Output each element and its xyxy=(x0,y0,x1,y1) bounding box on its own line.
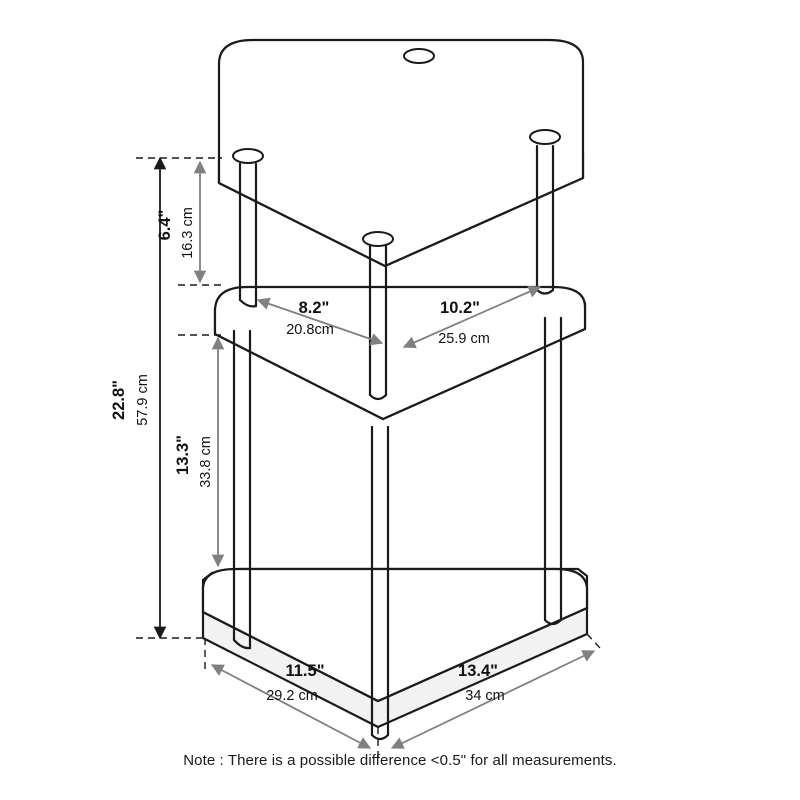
label-top-gap xyxy=(156,207,196,259)
shelf-width-cm: 25.9 cm xyxy=(438,331,490,347)
shelf-unit-illustration xyxy=(203,40,587,739)
label-total-height xyxy=(110,374,151,426)
top-shelf xyxy=(219,40,583,266)
bottom-shelf xyxy=(203,569,587,727)
lower-gap-inch: 13.3" xyxy=(174,435,192,475)
measurement-note: Note : There is a possible difference <0.5" for all measurements. xyxy=(183,752,617,769)
total-height-inch: 22.8" xyxy=(110,380,128,420)
base-width-cm: 34 cm xyxy=(465,688,505,704)
base-width-inch: 13.4" xyxy=(458,662,498,680)
ext-line-base-right xyxy=(587,634,600,648)
top-gap-cm: 16.3 cm xyxy=(180,207,196,259)
base-depth-inch: 11.5" xyxy=(285,662,325,680)
middle-shelf xyxy=(215,287,585,419)
top-gap-inch: 6.4" xyxy=(156,209,174,241)
shelf-depth-inch: 8.2" xyxy=(298,299,330,317)
base-depth-cm: 29.2 cm xyxy=(266,688,318,704)
label-lower-gap xyxy=(174,435,214,488)
total-height-cm: 57.9 cm xyxy=(135,374,151,426)
shelf-width-inch: 10.2" xyxy=(440,299,480,317)
shelf-depth-cm: 20.8cm xyxy=(286,322,334,338)
lower-gap-cm: 33.8 cm xyxy=(198,436,214,488)
